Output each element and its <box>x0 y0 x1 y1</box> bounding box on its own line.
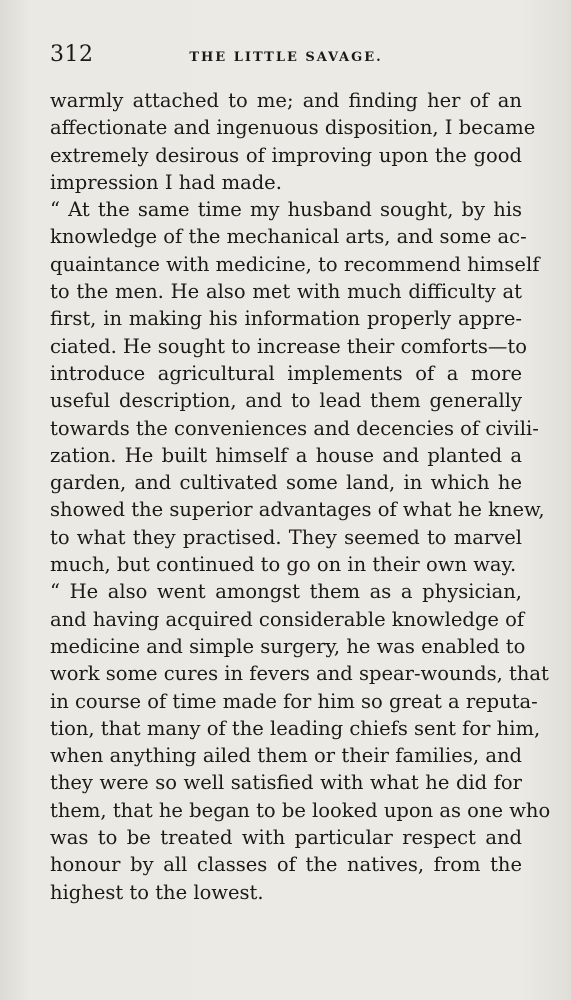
text-line: impression I had made. <box>50 170 282 194</box>
text-line: when anything ailed them or their families, and <box>50 744 522 768</box>
running-title: THE LITTLE SAVAGE. <box>189 50 383 65</box>
text-line: useful description, and to lead them generally <box>50 389 522 413</box>
page-number: 312 <box>50 42 94 67</box>
text-line: zation. He built himself a house and planted a <box>50 443 522 467</box>
text-line: them, that he began to be looked upon as one who <box>50 798 551 822</box>
text-line: to what they practised. They seemed to marvel <box>50 525 522 549</box>
text-line: first, in making his information properly appre- <box>50 307 522 331</box>
text-line: much, but continued to go on in their own way. <box>50 553 517 577</box>
text-line: knowledge of the mechanical arts, and some ac- <box>50 225 527 249</box>
text-line: work some cures in fevers and spear-wounds, that <box>50 662 549 686</box>
text-line: extremely desirous of improving upon the good <box>50 143 522 167</box>
text-line: ciated. He sought to increase their comforts—to <box>50 334 527 358</box>
text-line: they were so well satisfied with what he did for <box>50 771 522 795</box>
text-line: tion, that many of the leading chiefs sent for him, <box>50 716 541 740</box>
text-line: and having acquired considerable knowledge of <box>50 607 525 631</box>
text-line: introduce agricultural implements of a more <box>50 361 522 385</box>
text-line: quaintance with medicine, to recommend himself <box>50 252 540 276</box>
text-line: showed the superior advantages of what he knew, <box>50 498 545 522</box>
text-line: medicine and simple surgery, he was enabled to <box>50 634 526 658</box>
text-line: in course of time made for him so great a reputa- <box>50 689 538 713</box>
text-line: warmly attached to me; and finding her of an <box>50 89 522 112</box>
text-line: “ He also went amongst them as a physician, <box>50 580 522 604</box>
text-line: “ At the same time my husband sought, by his <box>50 198 522 222</box>
text-line: was to be treated with particular respect and <box>50 826 522 850</box>
text-line: garden, and cultivated some land, in which he <box>50 471 522 495</box>
text-line: towards the conveniences and decencies of civili- <box>50 416 539 440</box>
text-line: to the men. He also met with much difficulty at <box>50 280 522 304</box>
page-header <box>50 42 522 72</box>
text-line: affectionate and ingenuous disposition, I became <box>50 116 536 140</box>
text-line: highest to the lowest. <box>50 880 264 904</box>
text-line: honour by all classes of the natives, from the <box>50 853 522 877</box>
body-text <box>50 87 551 906</box>
